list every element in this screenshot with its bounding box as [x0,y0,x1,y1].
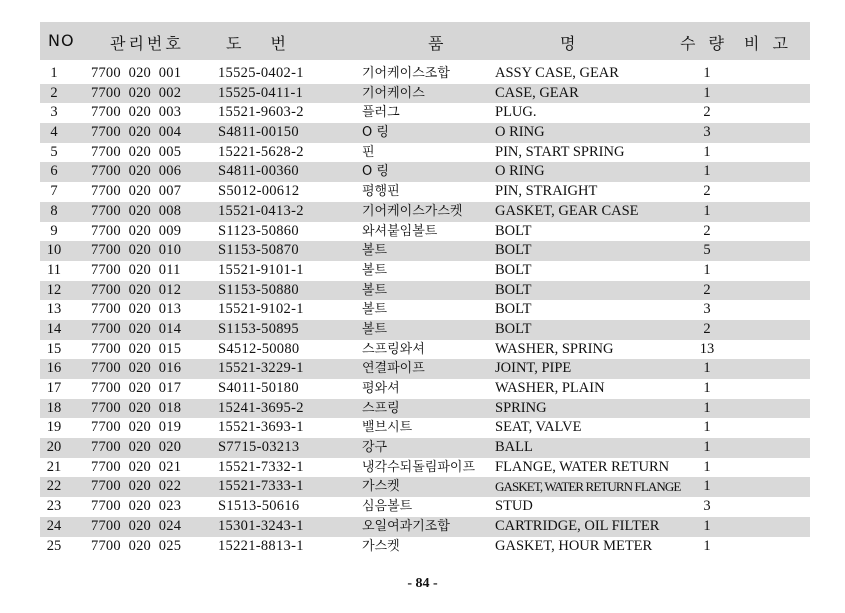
row-part-name-kr: 볼트 [362,282,388,298]
row-number: 23 [46,498,62,515]
row-quantity: 1 [703,478,711,495]
row-part-name-kr: O 링 [362,125,389,141]
row-management-number: 7700 020 021 [91,458,182,475]
row-number: 1 [50,65,58,81]
row-part-name-kr: 기어케이스가스켓 [362,203,463,219]
row-management-number: 7700 020 020 [91,439,182,456]
row-management-number: 7700 020 005 [91,143,182,160]
row-part-name-en: BOLT [495,281,532,298]
table-row [40,517,810,537]
row-management-number: 7700 020 010 [91,242,182,259]
row-part-name-en: WASHER, PLAIN [495,380,605,396]
row-quantity: 2 [703,320,711,337]
row-part-name-kr: 스프링와셔 [362,341,425,357]
row-part-name-en: FLANGE, WATER RETURN [495,458,670,475]
row-quantity: 1 [703,202,711,219]
row-drawing-number: 15221-5628-2 [218,143,304,160]
table-row [40,281,810,301]
row-quantity: 3 [703,498,711,515]
row-management-number: 7700 020 018 [91,399,182,416]
header-quantity: 수 량 [680,34,725,53]
row-quantity: 5 [703,242,711,259]
row-management-number: 7700 020 013 [91,301,182,318]
header-no: NO [48,31,75,50]
row-number: 16 [46,360,62,377]
parts-table-body [40,64,810,556]
row-drawing-number: 15521-0413-2 [218,202,304,219]
table-row [40,241,810,261]
row-part-name-en: BOLT [495,320,532,337]
row-number: 5 [50,143,58,160]
row-drawing-number: S1123-50860 [218,222,299,239]
row-part-name-kr: 강구 [362,440,388,456]
row-part-name-en: WASHER, SPRING [495,340,614,357]
row-part-name-kr: 기어케이스조합 [362,66,450,81]
row-drawing-number: 15241-3695-2 [218,399,304,416]
row-quantity: 3 [703,124,711,141]
row-number: 8 [50,202,58,219]
row-management-number: 7700 020 022 [91,478,182,495]
header-part-name-en: 명 [560,34,577,53]
table-row [40,162,810,182]
row-drawing-number: S1513-50616 [218,498,300,515]
row-number: 6 [50,163,58,180]
row-number: 11 [47,261,61,278]
row-number: 2 [50,84,58,101]
row-part-name-kr: 볼트 [362,262,388,278]
row-part-name-en: SPRING [495,399,547,416]
row-drawing-number: S5012-00612 [218,183,300,200]
row-number: 12 [46,281,62,298]
row-number: 22 [46,478,62,495]
row-part-name-en: O RING [495,163,545,180]
row-number: 13 [46,301,62,318]
row-number: 20 [46,439,62,456]
row-part-name-kr: 볼트 [362,321,388,337]
row-part-name-kr: 오일여과기조합 [362,518,450,534]
row-drawing-number: 15221-8813-1 [218,537,304,554]
row-management-number: 7700 020 014 [91,320,182,337]
row-part-name-kr: 냉각수되돌림파이프 [362,459,476,475]
row-drawing-number: 15521-7333-1 [218,478,304,495]
row-number: 15 [46,340,62,357]
row-quantity: 1 [703,517,711,534]
row-number: 10 [46,242,62,259]
row-drawing-number: 15521-3693-1 [218,419,304,436]
table-row [40,143,810,163]
table-row [40,418,810,438]
row-part-name-en: PLUG. [495,104,537,121]
row-drawing-number: 15521-7332-1 [218,458,304,475]
row-part-name-kr: 볼트 [362,302,388,318]
table-row [40,497,810,517]
table-row [40,399,810,419]
row-quantity: 13 [699,340,715,357]
row-drawing-number: 15521-9603-2 [218,104,304,121]
row-management-number: 7700 020 015 [91,340,182,357]
row-part-name-kr: 연결파이프 [362,361,425,377]
row-quantity: 2 [703,281,711,298]
table-row [40,340,810,360]
row-number: 18 [46,399,62,416]
table-row [40,537,810,557]
row-part-name-kr: 볼트 [362,243,388,259]
row-quantity: 1 [703,419,711,436]
row-drawing-number: S1153-50870 [218,242,299,259]
row-management-number: 7700 020 008 [91,202,182,219]
row-quantity: 1 [703,458,711,475]
table-row [40,379,810,399]
row-part-name-kr: 와셔붙임볼트 [362,223,438,239]
row-quantity: 1 [703,360,711,377]
row-management-number: 7700 020 009 [91,222,182,239]
table-row [40,103,810,123]
table-row [40,202,810,222]
row-management-number: 7700 020 025 [91,537,182,554]
row-part-name-en: SEAT, VALVE [495,419,582,436]
table-row [40,261,810,281]
row-part-name-en: BOLT [495,301,532,318]
row-part-name-en: BOLT [495,222,532,239]
row-part-name-kr: 스프링 [362,400,400,416]
row-quantity: 2 [703,183,711,200]
row-management-number: 7700 020 023 [91,498,182,515]
header-remarks: 비 고 [744,34,789,53]
row-part-name-en: GASKET, GEAR CASE [495,202,639,219]
row-part-name-en: BOLT [495,261,532,278]
row-management-number: 7700 020 024 [91,517,182,534]
table-header [40,22,810,60]
row-number: 19 [46,419,62,436]
row-drawing-number: 15525-0411-1 [218,84,304,101]
row-management-number: 7700 020 011 [91,261,181,278]
row-management-number: 7700 020 019 [91,419,182,436]
row-drawing-number: S4811-00150 [218,124,299,141]
table-row [40,477,810,497]
row-management-number: 7700 020 002 [91,84,182,101]
table-row [40,84,810,104]
row-part-name-kr: 밸브시트 [362,420,413,436]
row-number: 14 [46,320,62,337]
row-number: 4 [50,124,58,141]
row-part-name-en: GASKET, WATER RETURN FLANGE [495,479,681,495]
row-quantity: 1 [703,399,711,416]
row-drawing-number: 15525-0402-1 [218,65,304,81]
row-part-name-en: JOINT, PIPE [495,360,572,377]
row-part-name-kr: 평와셔 [362,381,400,396]
row-part-name-en: STUD [495,498,533,515]
row-quantity: 3 [703,301,711,318]
row-part-name-en: CASE, GEAR [495,84,579,101]
row-drawing-number: 15521-3229-1 [218,360,304,377]
row-number: 21 [46,458,62,475]
row-drawing-number: 15301-3243-1 [218,517,304,534]
row-part-name-kr: 플러그 [362,105,400,121]
row-part-name-kr: O 링 [362,164,389,180]
row-management-number: 7700 020 001 [91,65,182,81]
row-part-name-en: PIN, START SPRING [495,143,625,160]
row-number: 9 [50,222,58,239]
row-quantity: 1 [703,65,711,81]
row-part-name-en: CARTRIDGE, OIL FILTER [495,517,660,534]
row-number: 7 [50,183,58,200]
row-number: 25 [46,537,62,554]
row-management-number: 7700 020 006 [91,163,182,180]
table-row [40,64,810,84]
row-management-number: 7700 020 017 [91,380,182,396]
row-drawing-number: S4811-00360 [218,163,299,180]
table-row [40,222,810,242]
row-part-name-kr: 핀 [362,144,375,160]
row-quantity: 1 [703,143,711,160]
table-row [40,320,810,340]
row-number: 3 [50,104,58,121]
row-part-name-kr: 기어케이스 [362,85,425,101]
row-number: 17 [46,380,62,396]
row-management-number: 7700 020 003 [91,104,182,121]
row-drawing-number: S1153-50880 [218,281,299,298]
row-quantity: 1 [703,163,711,180]
header-part-name-kr: 품 [428,34,445,53]
row-management-number: 7700 020 007 [91,183,182,200]
row-quantity: 2 [703,222,711,239]
table-row [40,300,810,320]
row-part-name-kr: 평행핀 [362,184,400,200]
header-management-number: 관리번호 [110,34,184,53]
row-drawing-number: 15521-9102-1 [218,301,304,318]
row-drawing-number: S1153-50895 [218,320,299,337]
row-part-name-en: BALL [495,439,533,456]
table-row [40,438,810,458]
row-number: 24 [46,517,62,534]
row-quantity: 1 [703,84,711,101]
page-number: - 84 - [407,576,438,591]
row-quantity: 2 [703,104,711,121]
header-drawing-number: 도 번 [226,34,287,53]
row-part-name-en: O RING [495,124,545,141]
row-part-name-kr: 가스켓 [362,538,400,554]
row-drawing-number: S4512-50080 [218,340,300,357]
row-management-number: 7700 020 012 [91,281,182,298]
row-part-name-kr: 가스켓 [362,479,400,495]
table-row [40,458,810,478]
row-part-name-en: BOLT [495,242,532,259]
row-quantity: 1 [703,261,711,278]
row-part-name-en: GASKET, HOUR METER [495,537,653,554]
row-quantity: 1 [703,537,711,554]
row-drawing-number: 15521-9101-1 [218,261,304,278]
row-drawing-number: S4011-50180 [218,380,299,396]
table-row [40,123,810,143]
row-management-number: 7700 020 016 [91,360,182,377]
table-row [40,182,810,202]
row-part-name-en: ASSY CASE, GEAR [495,65,619,81]
row-management-number: 7700 020 004 [91,124,182,141]
table-row [40,359,810,379]
row-quantity: 1 [703,380,711,396]
row-drawing-number: S7715-03213 [218,439,300,456]
row-part-name-kr: 심음볼트 [362,499,413,515]
row-part-name-en: PIN, STRAIGHT [495,183,598,200]
row-quantity: 1 [703,439,711,456]
